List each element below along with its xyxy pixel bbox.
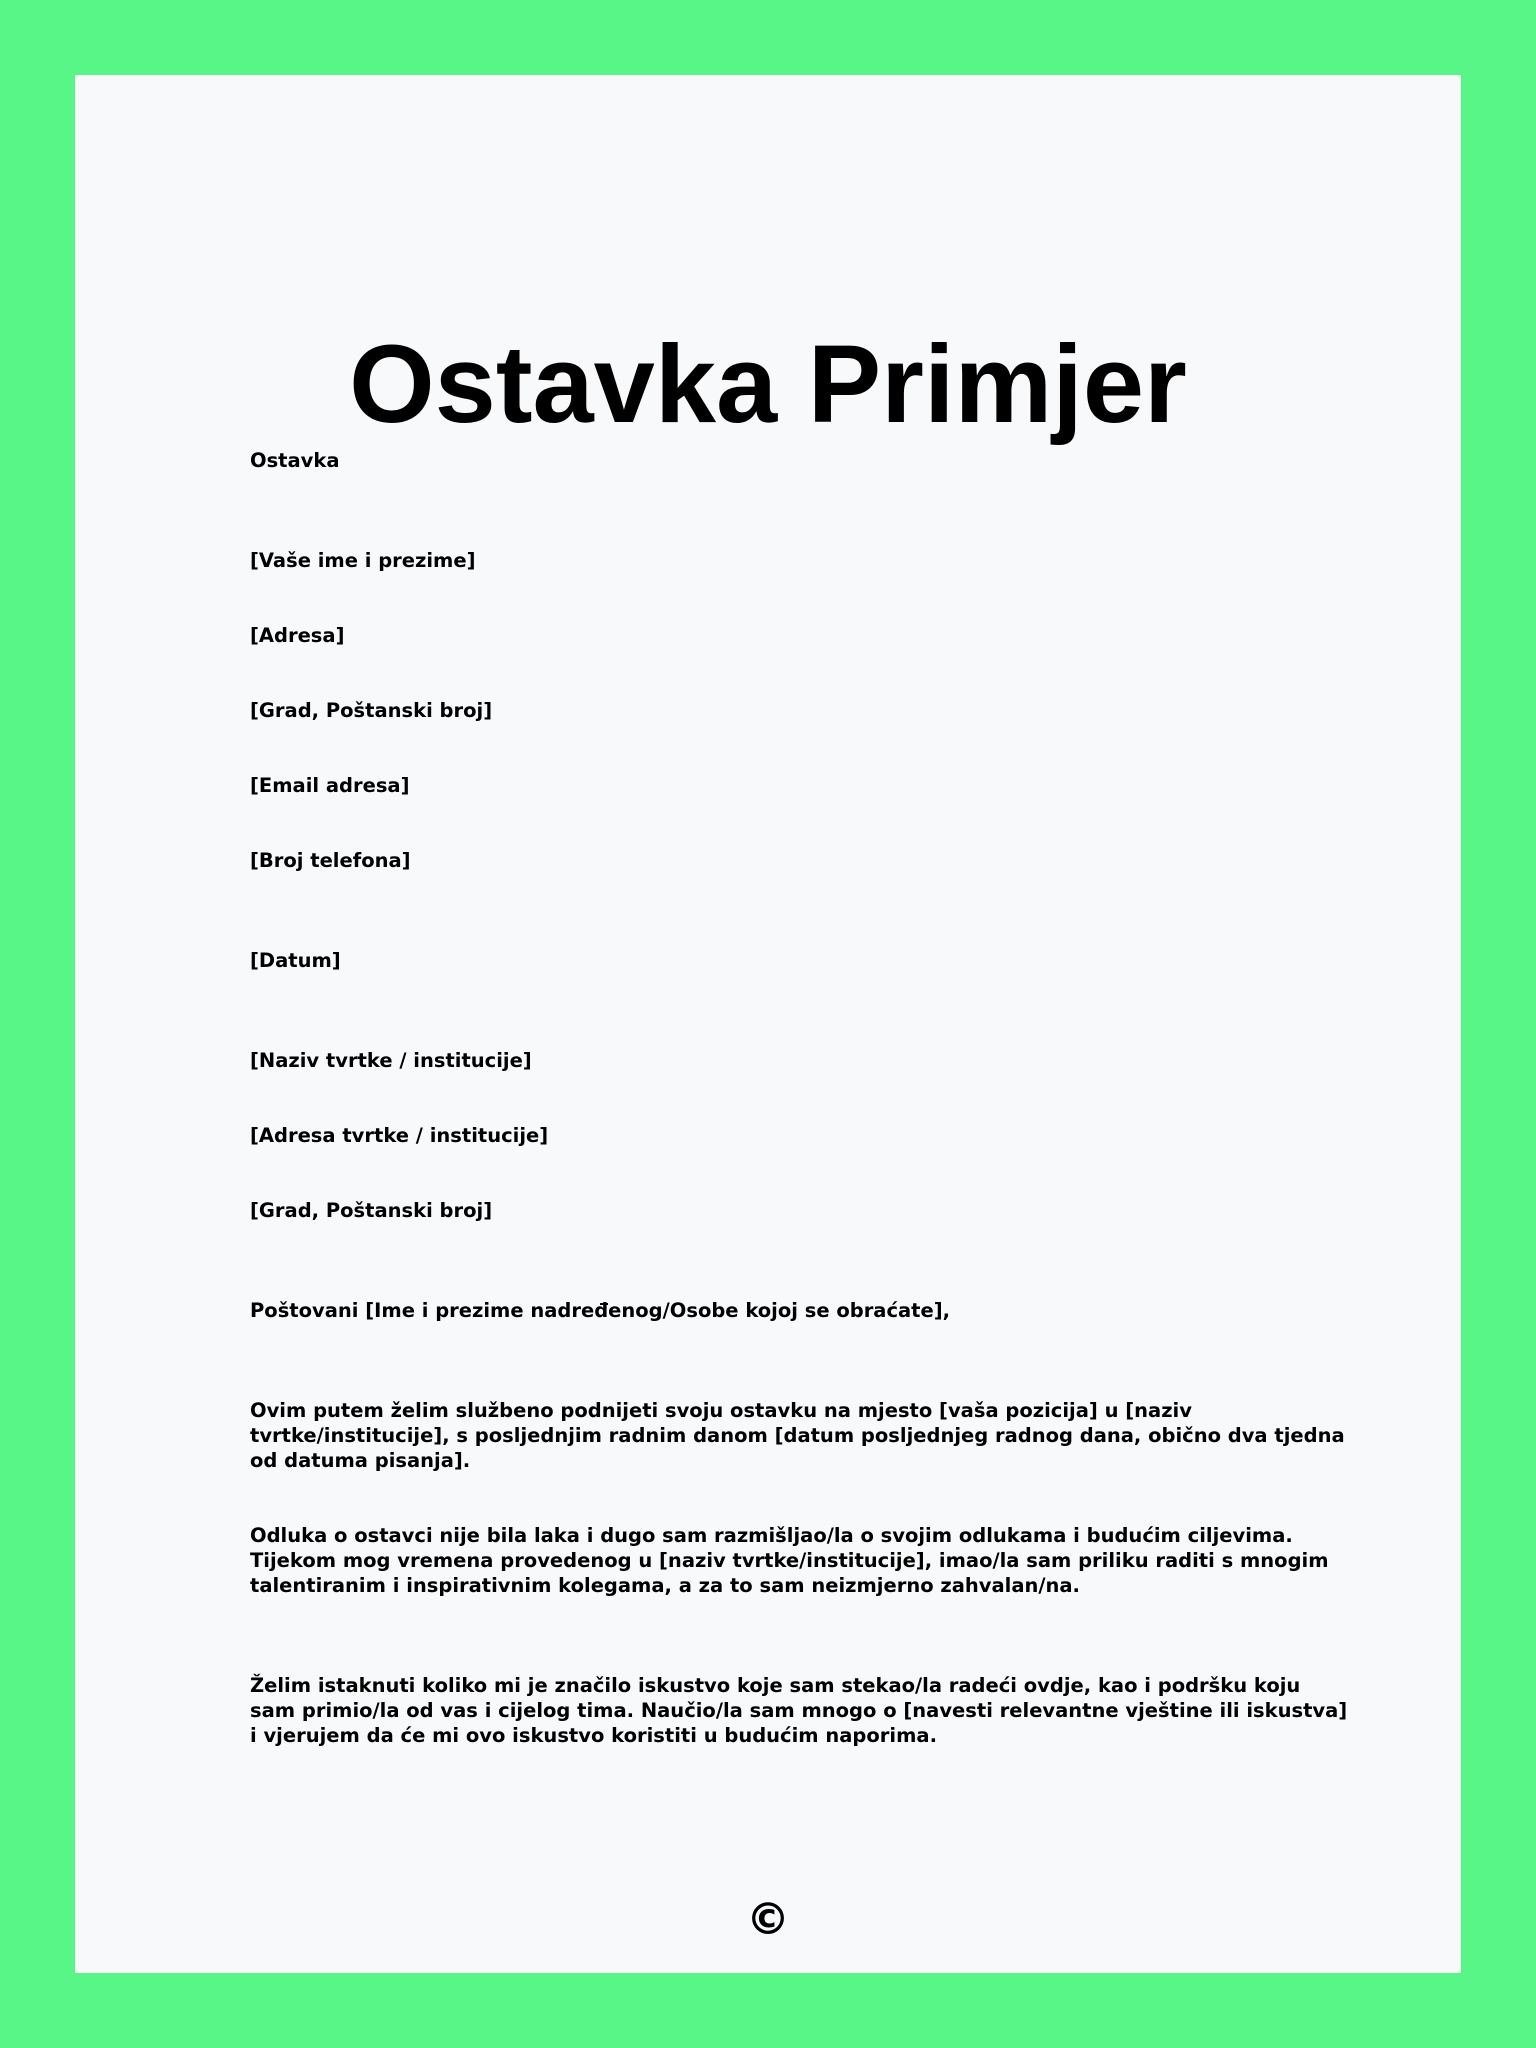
paragraph: Ovim putem želim službeno podnijeti svoju ostavku na mjesto [vaša pozicija] u [naziv tvrtke/institucije], s posljednjim radnim danom [datum posljednjeg radnog dana, obično dva tjedna od datuma pisanja]. [250,1399,1345,1472]
recipient-city: [Grad, Poštanski broj] [250,1199,493,1222]
recipient-company: [Naziv tvrtke / institucije] [250,1049,532,1072]
paragraph: Odluka o ostavci nije bila laka i dugo sam razmišljao/la o svojim odlukama i budućim ciljevima. Tijekom mog vremena provedenog u [naziv tvrtke/institucije], imao/la sam priliku raditi s mnogim talentiranim i inspirativnim kolegama, a za to sam neizmjerno zahvalan/na. [250,1524,1329,1597]
document-title: Ostavka Primjer [349,323,1187,446]
paragraph: Želim istaknuti koliko mi je značilo iskustvo koje sam stekao/la radeći ovdje, kao i podršku koju sam primio/la od vas i cijelog tima. Naučio/la sam mnogo o [navesti relevantne vještine ili iskustva] i vjerujem da će mi ovo iskustvo koristiti u budućim naporima. [250,1674,1348,1747]
letter-date: [Datum] [250,949,341,972]
letter-heading: Ostavka [250,449,340,472]
copyright-icon: © [746,1894,790,1945]
sender-email: [Email adresa] [250,774,410,797]
document-page [75,75,1461,1973]
recipient-address: [Adresa tvrtke / institucije] [250,1124,549,1147]
sender-address: [Adresa] [250,624,345,647]
salutation: Poštovani [Ime i prezime nadređenog/Osobe kojoj se obraćate], [250,1299,951,1322]
sender-city: [Grad, Poštanski broj] [250,699,493,722]
sender-phone: [Broj telefona] [250,849,411,872]
sender-name: [Vaše ime i prezime] [250,549,476,572]
